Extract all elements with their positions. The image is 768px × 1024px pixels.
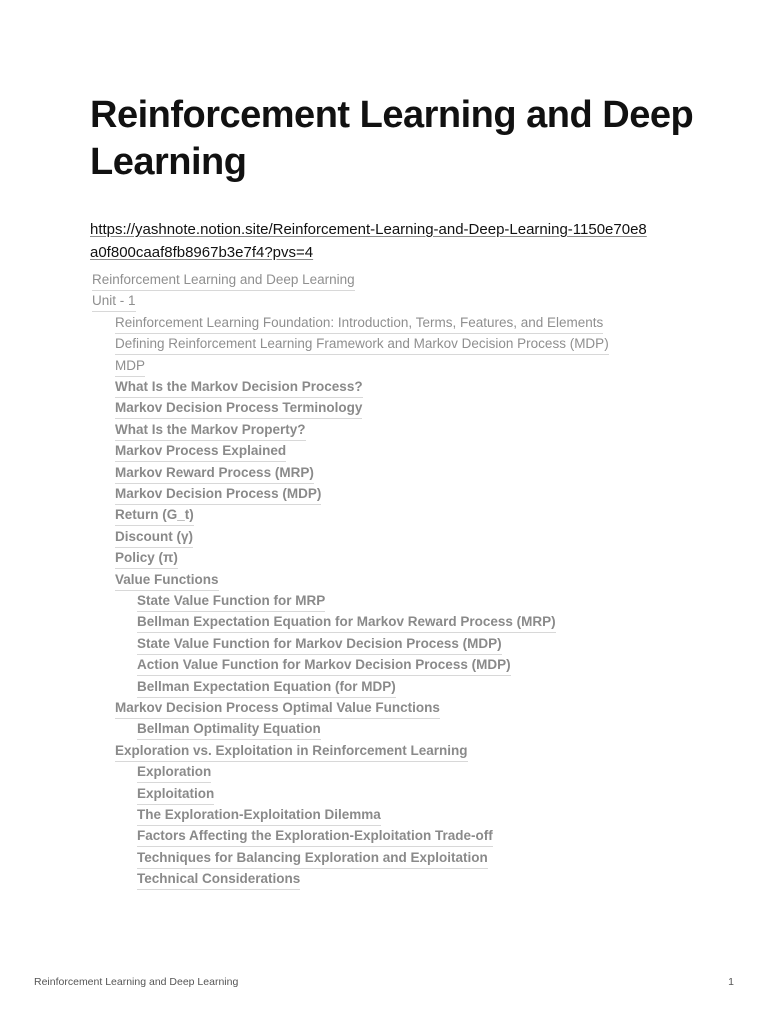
toc-item[interactable]: Exploitation (137, 785, 214, 805)
toc-item[interactable]: Bellman Expectation Equation (for MDP) (137, 678, 396, 698)
toc-item[interactable]: What Is the Markov Property? (115, 421, 306, 441)
toc-item[interactable]: Markov Process Explained (115, 442, 286, 462)
footer-page-number: 1 (728, 976, 734, 988)
toc-item[interactable]: Techniques for Balancing Exploration and Exploitation (137, 849, 488, 869)
toc-item[interactable]: Action Value Function for Markov Decision Process (MDP) (137, 656, 511, 676)
toc-item[interactable]: Markov Decision Process Optimal Value Functions (115, 699, 440, 719)
toc-item[interactable]: Policy (π) (115, 549, 178, 569)
toc-item[interactable]: Reinforcement Learning Foundation: Introduction, Terms, Features, and Elements (115, 314, 603, 334)
toc-item[interactable]: Discount (γ) (115, 528, 193, 548)
toc-item[interactable]: Factors Affecting the Exploration-Exploitation Trade-off (137, 827, 493, 847)
toc-item[interactable]: Bellman Expectation Equation for Markov Reward Process (MRP) (137, 613, 556, 633)
toc-item[interactable]: Return (G_t) (115, 506, 194, 526)
toc-item[interactable]: Unit - 1 (92, 292, 136, 312)
toc-item[interactable]: The Exploration-Exploitation Dilemma (137, 806, 381, 826)
toc-item[interactable]: Markov Decision Process (MDP) (115, 485, 321, 505)
toc-item[interactable]: State Value Function for Markov Decision Process (MDP) (137, 635, 502, 655)
toc-item[interactable]: Markov Decision Process Terminology (115, 399, 362, 419)
footer-title: Reinforcement Learning and Deep Learning (34, 976, 239, 988)
page-url-link[interactable]: https://yashnote.notion.site/Reinforcement-Learning-and-Deep-Learning-1150e70e8a0f800caaf8fb8967b3e7f4?pvs=4 (90, 221, 647, 261)
toc-item[interactable]: Defining Reinforcement Learning Framework and Markov Decision Process (MDP) (115, 335, 609, 355)
toc-item[interactable]: Value Functions (115, 571, 219, 591)
toc-item[interactable]: Reinforcement Learning and Deep Learning (92, 271, 355, 291)
toc-item[interactable]: Exploration vs. Exploitation in Reinforcement Learning (115, 742, 468, 762)
toc-item[interactable]: MDP (115, 357, 145, 377)
toc-item[interactable]: Technical Considerations (137, 870, 300, 890)
toc-item[interactable]: Exploration (137, 763, 211, 783)
toc-item[interactable]: What Is the Markov Decision Process? (115, 378, 363, 398)
toc-item[interactable]: Markov Reward Process (MRP) (115, 464, 314, 484)
toc-item[interactable]: Bellman Optimality Equation (137, 720, 321, 740)
page-title: Reinforcement Learning and Deep Learning (90, 94, 694, 183)
toc-item[interactable]: State Value Function for MRP (137, 592, 325, 612)
